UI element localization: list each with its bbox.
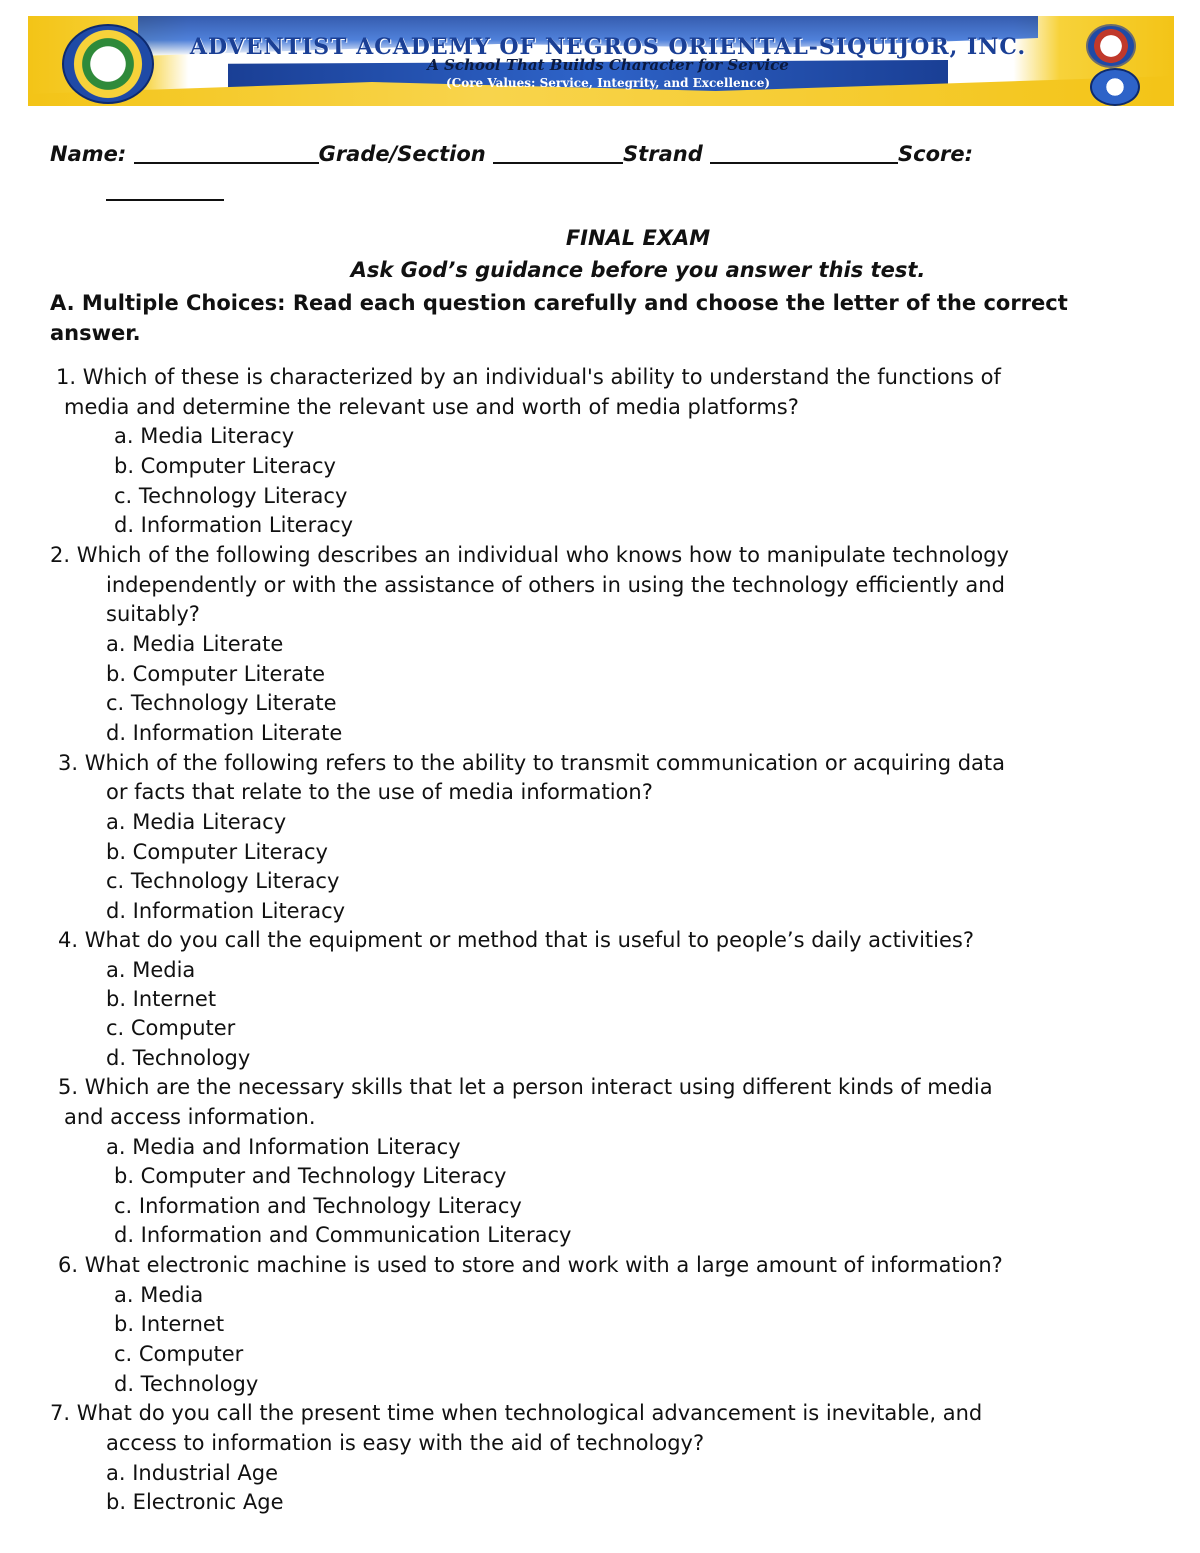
- question-5-choice-d[interactable]: d. Information and Communication Literacy: [114, 1223, 572, 1247]
- student-info-fields: [50, 142, 1150, 166]
- question-7-choice-b[interactable]: b. Electronic Age: [106, 1490, 284, 1514]
- secondary-seal-icon: [1090, 68, 1140, 106]
- strand-label: Strand: [623, 142, 703, 166]
- question-2-choice-b[interactable]: b. Computer Literate: [106, 662, 326, 686]
- question-3-choice-d[interactable]: d. Information Literacy: [106, 899, 346, 923]
- question-1-choice-c[interactable]: c. Technology Literacy: [114, 484, 348, 508]
- question-1-line-2: media and determine the relevant use and worth of media platforms?: [64, 395, 799, 419]
- question-4-choice-d[interactable]: d. Technology: [106, 1046, 251, 1070]
- question-6-choice-d[interactable]: d. Technology: [114, 1372, 259, 1396]
- question-4-choice-c[interactable]: c. Computer: [106, 1016, 236, 1040]
- core-values: (Core Values: Service, Integrity, and Excellence): [446, 76, 770, 90]
- question-2-line-1: 2. Which of the following describes an individual who knows how to manipulate technology: [50, 543, 1009, 567]
- question-6-choice-c[interactable]: c. Computer: [114, 1342, 244, 1366]
- question-5-choice-b[interactable]: b. Computer and Technology Literacy: [114, 1164, 507, 1188]
- exam-title: FINAL EXAM: [565, 226, 711, 250]
- question-6-line-1: 6. What electronic machine is used to store and work with a large amount of information?: [58, 1253, 1003, 1277]
- name-label: Name:: [50, 142, 127, 166]
- school-seal-icon: [62, 24, 154, 104]
- score-field[interactable]: [106, 199, 224, 201]
- question-3-choice-a[interactable]: a. Media Literacy: [106, 810, 287, 834]
- question-2-choice-d[interactable]: d. Information Literate: [106, 721, 343, 745]
- question-3-line-2: or facts that relate to the use of media information?: [106, 780, 653, 804]
- question-4-choice-b[interactable]: b. Internet: [106, 987, 217, 1011]
- question-5-choice-a[interactable]: a. Media and Information Literacy: [106, 1135, 461, 1159]
- question-1-choice-b[interactable]: b. Computer Literacy: [114, 454, 336, 478]
- question-4-choice-a[interactable]: a. Media: [106, 958, 196, 982]
- school-name: ADVENTIST ACADEMY OF NEGROS ORIENTAL-SIQUIJOR, INC.: [189, 34, 1027, 60]
- question-7-line-2: access to information is easy with the aid of technology?: [106, 1431, 705, 1455]
- question-6-choice-b[interactable]: b. Internet: [114, 1312, 225, 1336]
- deped-seal-icon: [1086, 24, 1136, 68]
- grade-section-label: Grade/Section: [318, 142, 486, 166]
- exam-subtitle: Ask God’s guidance before you answer this test.: [350, 258, 926, 282]
- question-4-line-1: 4. What do you call the equipment or method that is useful to people’s daily activities?: [58, 928, 975, 952]
- question-2-choice-a[interactable]: a. Media Literate: [106, 632, 284, 656]
- school-tagline: A School That Builds Character for Service: [427, 56, 789, 74]
- question-5-choice-c[interactable]: c. Information and Technology Literacy: [114, 1194, 522, 1218]
- strand-field[interactable]: [710, 142, 898, 164]
- question-1-line-1: 1. Which of these is characterized by an individual's ability to understand the functions of: [56, 365, 1001, 389]
- question-2-line-3: suitably?: [106, 602, 200, 626]
- score-label: Score:: [898, 142, 974, 166]
- question-3-choice-b[interactable]: b. Computer Literacy: [106, 840, 328, 864]
- question-3-choice-c[interactable]: c. Technology Literacy: [106, 869, 340, 893]
- question-7-choice-a[interactable]: a. Industrial Age: [106, 1461, 278, 1485]
- question-3-line-1: 3. Which of the following refers to the ability to transmit communication or acquiring data: [58, 751, 1006, 775]
- question-2-line-2: independently or with the assistance of others in using the technology efficiently and: [106, 573, 1005, 597]
- question-6-choice-a[interactable]: a. Media: [114, 1283, 204, 1307]
- question-7-line-1: 7. What do you call the present time when technological advancement is inevitable, and: [50, 1401, 983, 1425]
- question-1-choice-d[interactable]: d. Information Literacy: [114, 513, 354, 537]
- question-1-choice-a[interactable]: a. Media Literacy: [114, 424, 295, 448]
- question-2-choice-c[interactable]: c. Technology Literate: [106, 691, 337, 715]
- grade-section-field[interactable]: [493, 142, 623, 164]
- name-field[interactable]: [134, 142, 319, 164]
- question-5-line-1: 5. Which are the necessary skills that let a person interact using different kinds of media: [58, 1075, 993, 1099]
- school-banner: [28, 16, 1174, 106]
- exam-instructions: A. Multiple Choices: Read each question carefully and choose the letter of the correct answer.: [50, 291, 1068, 345]
- question-5-line-2: and access information.: [64, 1105, 316, 1129]
